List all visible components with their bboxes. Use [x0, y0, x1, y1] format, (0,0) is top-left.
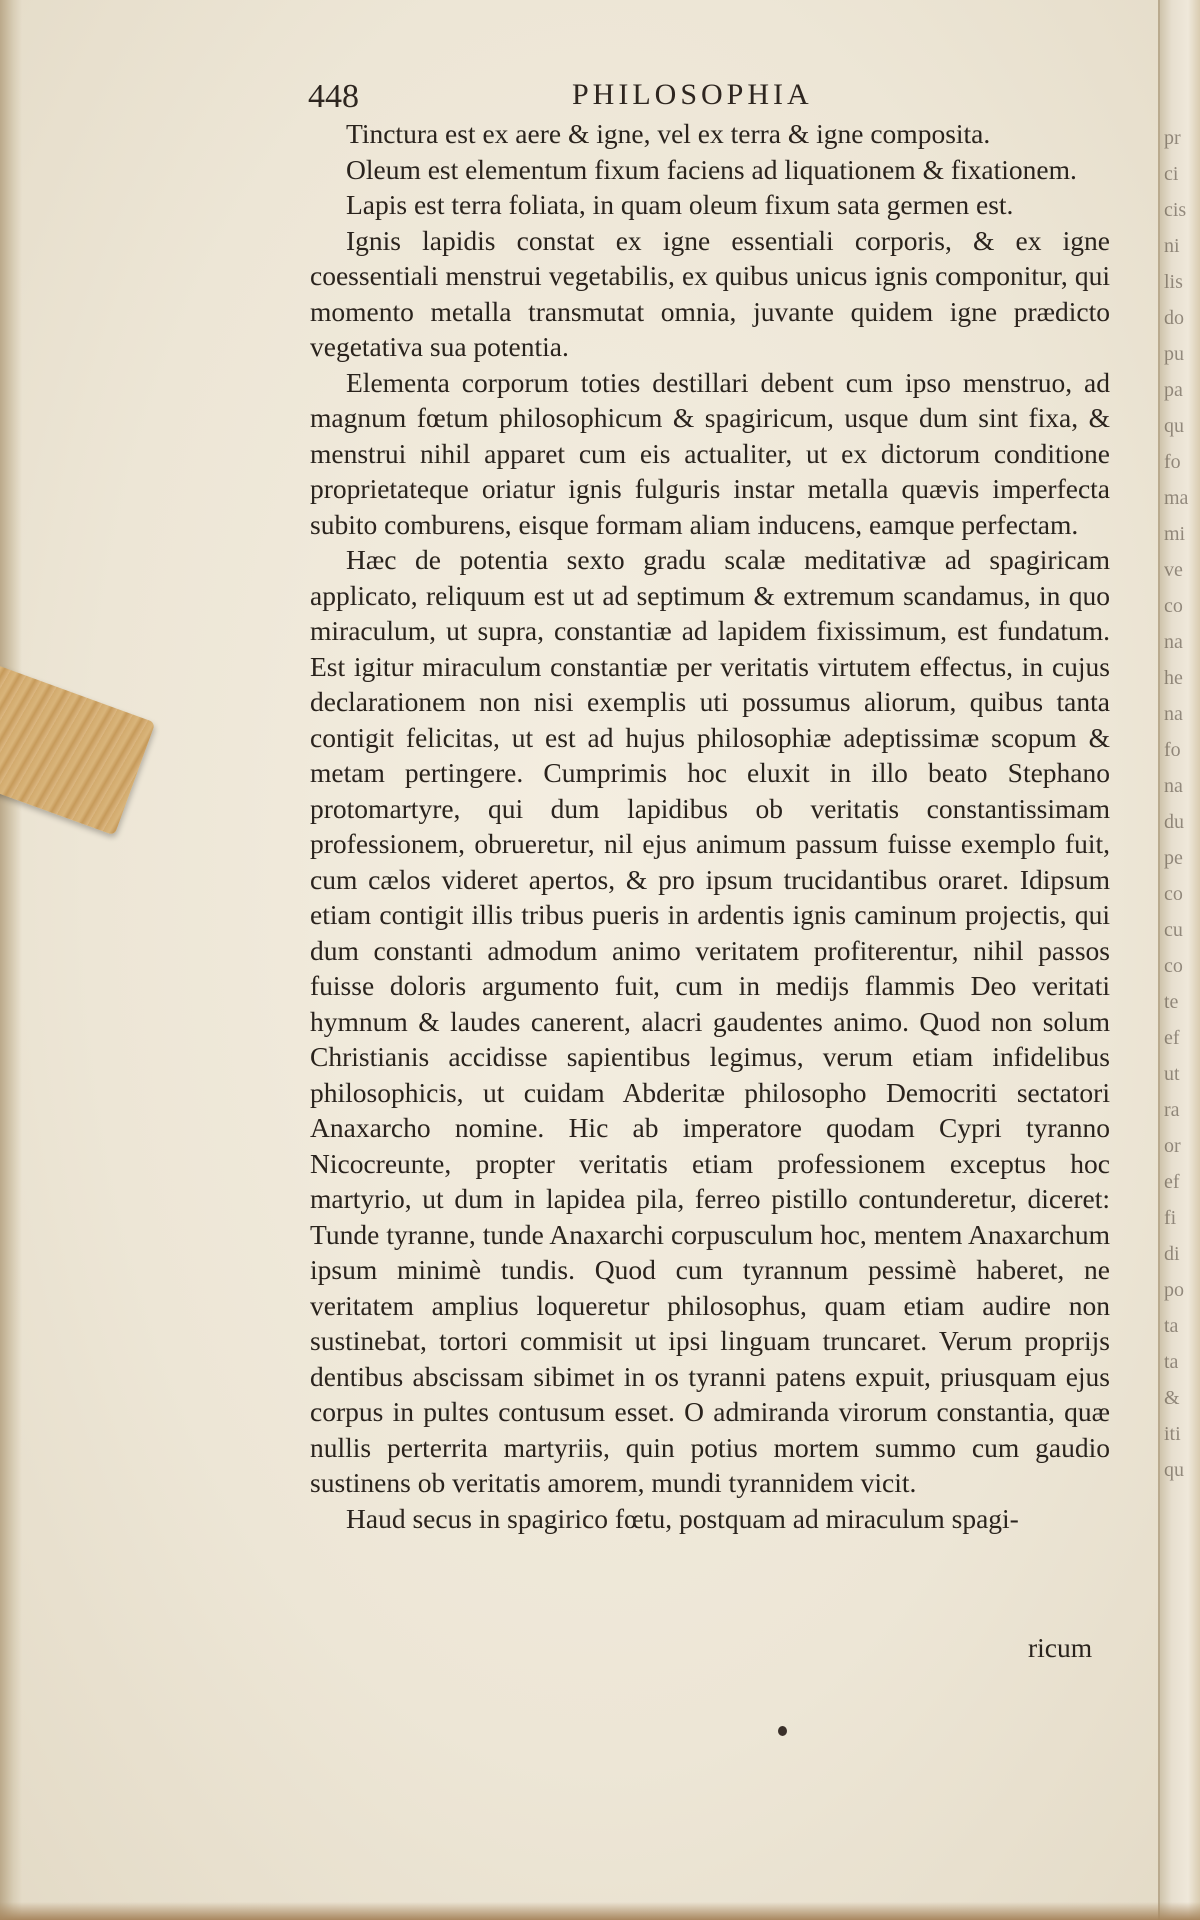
- adjacent-page-fragment: cis: [1164, 199, 1187, 221]
- adjacent-page-fragment: fo: [1164, 739, 1181, 761]
- wooden-bookmark: [0, 665, 155, 836]
- adjacent-page-fragment: do: [1164, 307, 1184, 329]
- adjacent-page-fragment: pr: [1164, 127, 1181, 149]
- adjacent-page-fragment: ni: [1164, 235, 1180, 257]
- adjacent-page-fragment: ta: [1164, 1315, 1179, 1337]
- adjacent-page-fragment: na: [1164, 703, 1183, 725]
- catchword: ricum: [1028, 1632, 1093, 1663]
- adjacent-page-fragment: lis: [1164, 271, 1183, 293]
- adjacent-page-fragment: cu: [1164, 919, 1183, 941]
- adjacent-page-fragment: na: [1164, 631, 1183, 653]
- adjacent-page-fragment: &: [1164, 1387, 1180, 1409]
- adjacent-page-fragment: fo: [1164, 451, 1181, 473]
- adjacent-page-fragment: co: [1164, 595, 1183, 617]
- adjacent-page-fragment: ef: [1164, 1171, 1180, 1193]
- adjacent-page-fragment: or: [1164, 1135, 1181, 1157]
- body-text: [310, 116, 1110, 1536]
- page-header: [308, 78, 1108, 118]
- ink-blot: [778, 1726, 787, 1736]
- adjacent-page-fragment: di: [1164, 1243, 1180, 1265]
- adjacent-page-fragment: mi: [1164, 523, 1186, 545]
- adjacent-page-fragment: ve: [1164, 559, 1183, 581]
- adjacent-page-fragment: ut: [1164, 1063, 1180, 1085]
- paragraph: Haud secus in spagirico fœtu, postquam ad miraculum spagi-: [346, 1502, 1019, 1534]
- running-title: PHILOSOPHIA: [572, 78, 813, 111]
- paragraph: Elementa corporum toties destillari debent cum ipso menstruo, ad magnum fœtum philosophicum & spagiricum, usque dum sint fixa, & menstrui nihil apparet cum eis actualiter, ut ex dictorum conditione proprietateque oriatur ignis fulguris instar metalla quævis imperfecta subito comburens, eisque formam aliam inducens, eamque perfectam.: [310, 366, 1110, 540]
- adjacent-page-fragment: pe: [1164, 847, 1183, 869]
- bottom-edge: [0, 1902, 1200, 1920]
- adjacent-page-fragment: ef: [1164, 1027, 1180, 1049]
- paragraph: Tinctura est ex aere & igne, vel ex terra & igne composita.: [346, 118, 991, 149]
- adjacent-page-fragment: po: [1164, 1279, 1184, 1301]
- adjacent-page-fragment: ci: [1164, 163, 1179, 185]
- adjacent-page-fragment: co: [1164, 955, 1183, 977]
- adjacent-page-fragment: ma: [1164, 487, 1189, 509]
- adjacent-page-fragment: fi: [1164, 1207, 1177, 1229]
- adjacent-page-fragment: na: [1164, 775, 1183, 797]
- adjacent-page-fragment: te: [1164, 991, 1179, 1013]
- adjacent-page-edge: [1158, 0, 1200, 1920]
- paragraph: Hæc de potentia sexto gradu scalæ meditativæ ad spagiricam applicato, reliquum est ut ad septimum & extremum scandamus, in quo miraculum, ut supra, constantiæ ad lapidem fixissimum, est fundatum. Est igitur miraculum constantiæ per veritatis virtutem effectus, in cujus declarationem non nisi exemplis uti possumus aliorum, quibus tanta contigit felicitas, ut est ad hujus philosophiæ adeptissimæ scopum & metam pertingere. Cumprimis hoc eluxit in illo beato Stephano protomartyre, qui dum lapidibus ob veritatis constantissimam professionem, obrueretur, nil ejus animum passum fuisse exemplo fuit, cum cælos videret apertos, & pro ipsum trucidantibus oraret. Idipsum etiam contigit illis tribus pueris in ardentis ignis caminum projectis, qui dum constanti admodum animo veritatem profiterentur, nihil passos fuisse doloris argumento fuit, cum in medijs flammis Deo veritati hymnum & laudes canerent, alacri gaudentes animo. Quod non solum Christianis accidisse sapientibus legimus, verum etiam infidelibus philosophicis, ut cuidam Abderitæ philosopho Democriti sectatori Anaxarcho nomine. Hic ab imperatore quodam Cypri tyranno Nicocreunte, propter veritatis etiam professionem exceptus hoc martyrio, ut dum in lapidea pila, ferreo pistillo contunderetur, diceret: Tunde tyranne, tunde Anaxarchi corpusculum hoc, mentem Anaxarchum ipsum minimè tundis. Quod cum tyrannum pessimè haberet, ne veritatem amplius loqueretur philosophus, quam etiam audire non sustinebat, tortori commisit ut ipsi linguam truncaret. Verum proprijs dentibus abscissam sibimet in os tyranni patens expuit, priusquam ejus corpus in pultes contusum esset. O admiranda virorum constantia, quæ nullis perterrita martyriis, quin potius mortem summo cum gaudio sustinens ob veritatis amorem, mundi tyrannidem vicit.: [310, 544, 1110, 1498]
- adjacent-page-fragment: he: [1164, 667, 1183, 689]
- adjacent-page-fragment: pu: [1164, 343, 1184, 365]
- adjacent-page-fragment: ra: [1164, 1099, 1180, 1121]
- paragraph: Oleum est elementum fixum faciens ad liquationem & fixationem.: [346, 153, 1077, 185]
- adjacent-page-fragment: du: [1164, 811, 1184, 833]
- page-number: 448: [308, 78, 359, 115]
- adjacent-page-fragment: pa: [1164, 379, 1183, 401]
- adjacent-page-fragment: qu: [1164, 1459, 1184, 1481]
- paragraph: Lapis est terra foliata, in quam oleum fixum sata germen est.: [346, 189, 1014, 220]
- paragraph: Ignis lapidis constat ex igne essentiali corporis, & ex igne coessentiali menstrui vegetabilis, ex quibus unicus ignis componitur, qui momento metalla transmutat omnia, juvante quidem igne prædicto vegetativa sua potentia.: [310, 224, 1110, 362]
- adjacent-page-fragment: ta: [1164, 1351, 1179, 1373]
- adjacent-page-text: [1164, 120, 1196, 1488]
- adjacent-page-fragment: qu: [1164, 415, 1184, 437]
- adjacent-page-fragment: iti: [1164, 1423, 1181, 1445]
- gutter-shadow: [0, 0, 22, 1920]
- adjacent-page-fragment: co: [1164, 883, 1183, 905]
